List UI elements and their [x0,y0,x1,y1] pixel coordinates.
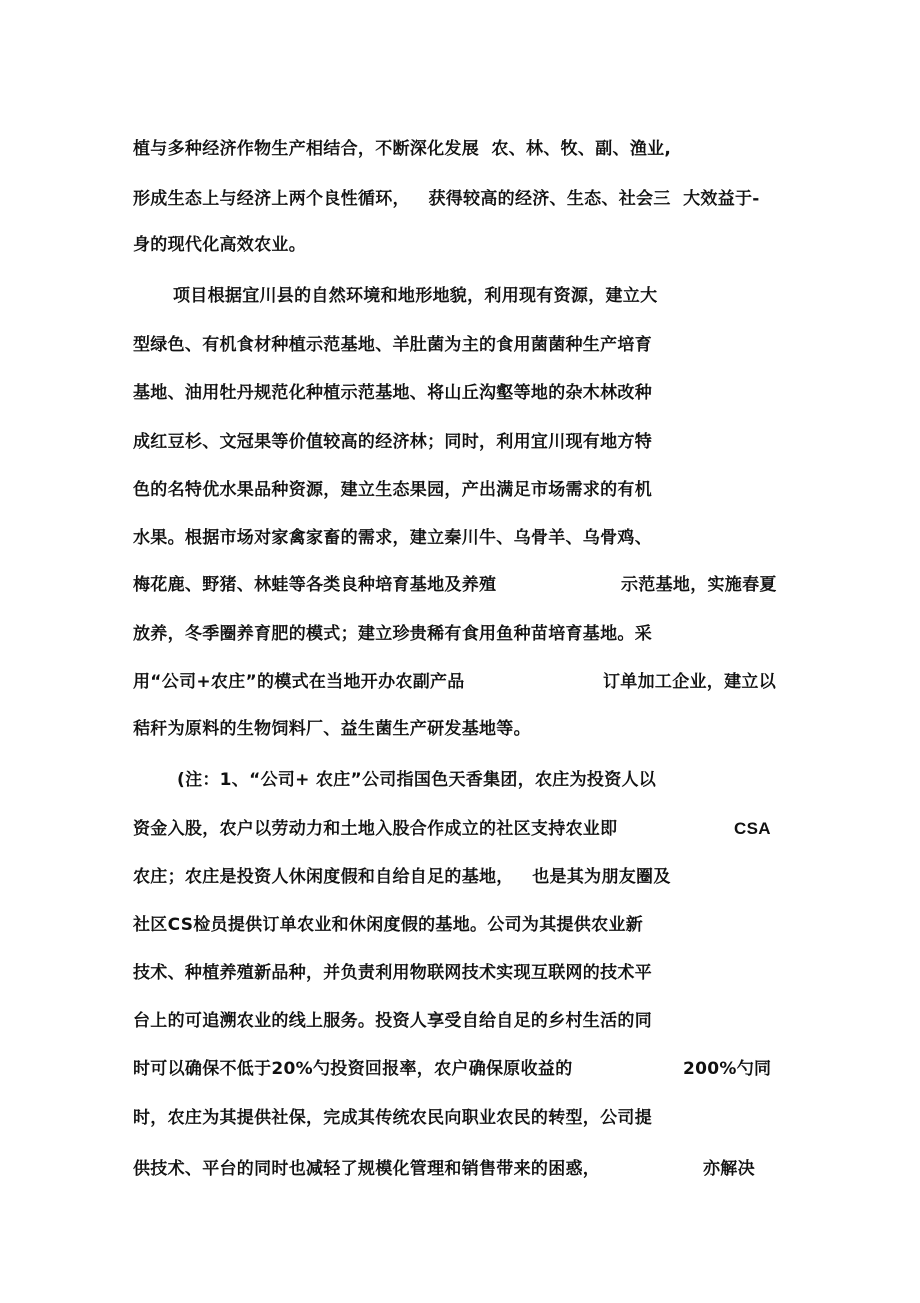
text-line: 项目根据宜川县的自然环境和地形地貌，利用现有资源，建立大 [173,286,658,306]
text-line: 色的名特优水果品种资源，建立生态果园，产出满足市场需求的有机 [133,480,652,500]
text-line: 水果。根据市场对家禽家畜的需求，建立秦川牛、乌骨羊、乌骨鸡、 [133,528,652,548]
text-line: 身的现代化高效农业。 [133,235,306,255]
text-line: 台上的可追溯农业的线上服务。投资人享受自给自足的乡村生活的同 [133,1011,652,1031]
text-line-continued: 200%勺同 [683,1059,772,1079]
text-line: 成红豆杉、文冠果等价值较高的经济林；同时，利用宜川现有地方特 [133,432,652,452]
text-line-continued: 订单加工企业，建立以 [603,672,776,692]
text-line: 梅花鹿、野猪、林蛙等各类良种培育基地及养殖 [133,575,497,595]
text-line: 供技术、平台的同时也减轻了规模化管理和销售带来的困惑， [133,1159,601,1179]
text-line: 时，农庄为其提供社保，完成其传统农民向职业农民的转型，公司提 [133,1108,652,1128]
text-line: 资金入股，农户以劳动力和土地入股合作成立的社区支持农业即 [133,819,618,839]
text-line: (注：1、“公司+ 农庄”公司指国色天香集团，农庄为投资人以 [177,770,657,790]
text-line-continued: CSA [734,819,771,838]
text-line: 时可以确保不低于20%勺投资回报率，农户确保原收益的 [133,1059,573,1079]
text-line: 植与多种经济作物生产相结合，不断深化发展 农、林、牧、副、渔业, [133,139,672,159]
text-line: 基地、油用牡丹规范化种植示范基地、将山丘沟壑等地的杂木林改种 [133,383,652,403]
text-line: 放养，冬季圈养育肥的模式；建立珍贵稀有食用鱼种苗培育基地。采 [133,624,652,644]
text-line: 形成生态上与经济上两个良性循环， 获得较高的经济、生态、社会三 大效益于- [133,189,760,209]
text-line-continued: 亦解决 [703,1159,755,1179]
text-line: 秸秆为原料的生物饲料厂、益生菌生产研发基地等。 [133,719,531,739]
text-line: 型绿色、有机食材种植示范基地、羊肚菌为主的食用菌菌种生产培育 [133,335,652,355]
text-line: 社区CS检员提供订单农业和休闲度假的基地。公司为其提供农业新 [133,915,644,935]
text-line: 农庄；农庄是投资人休闲度假和自给自足的基地， 也是其为朋友圈及 [133,867,671,887]
text-line: 技术、种植养殖新品种，并负责利用物联网技术实现互联网的技术平 [133,963,652,983]
text-line-continued: 示范基地，实施春夏 [621,575,777,595]
text-line: 用“公司+农庄”的模式在当地开办农副产品 [133,672,465,692]
